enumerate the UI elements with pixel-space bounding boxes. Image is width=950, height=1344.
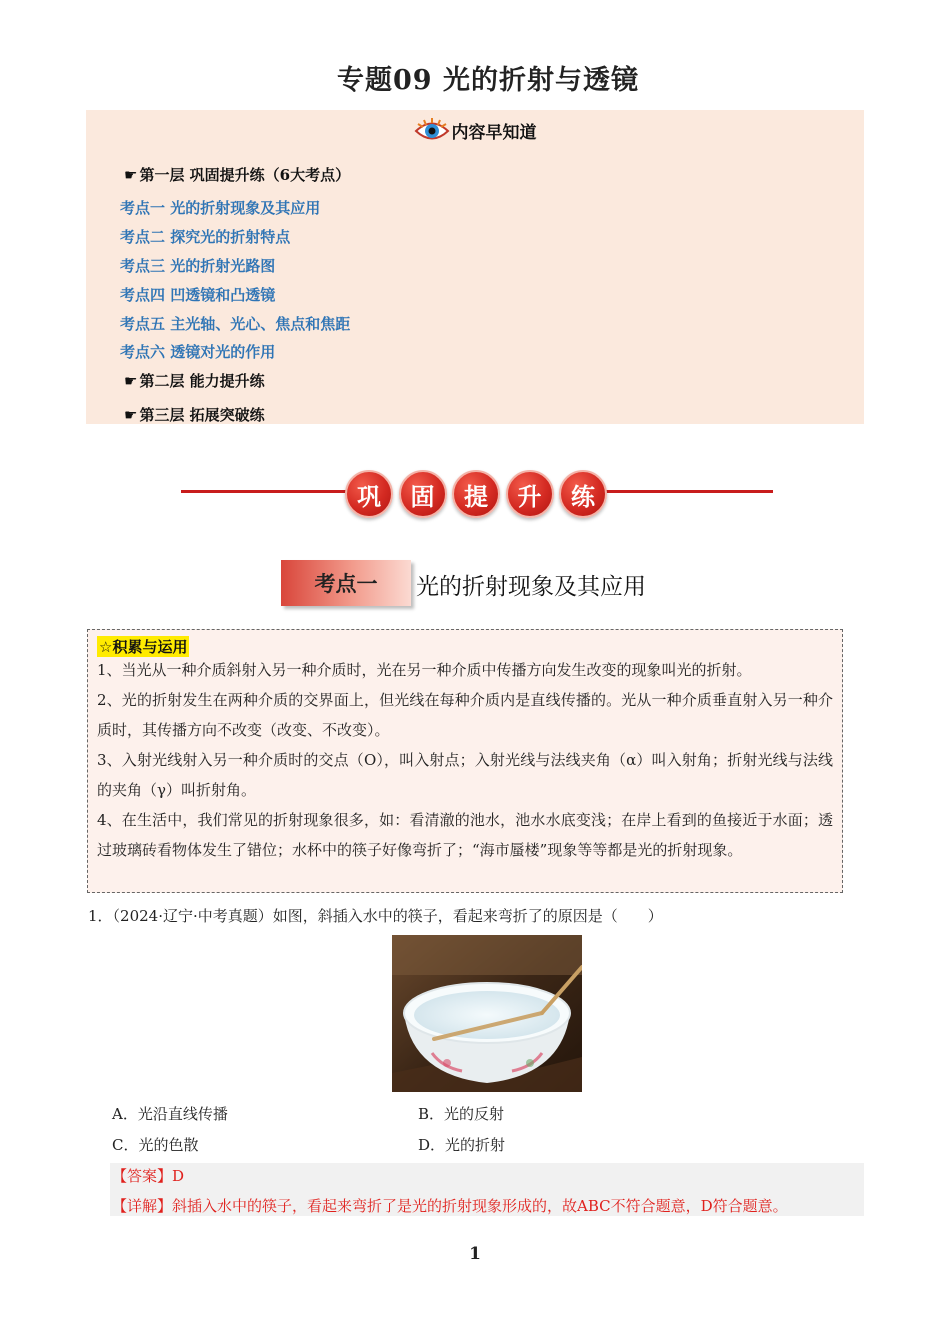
hand-pointing-icon: ☛ bbox=[124, 406, 138, 424]
option-c[interactable]: C．光的色散 bbox=[112, 1136, 199, 1154]
toc-point-5[interactable]: 考点五 主光轴、光心、焦点和焦距 bbox=[120, 315, 351, 333]
banner-char: 升 bbox=[506, 470, 554, 518]
knowledge-item: 4、在生活中，我们常见的折射现象很多，如：看清澈的池水，池水水底变浅；在岸上看到的鱼接近于水面；透过玻璃砖看物体发生了错位；水杯中的筷子好像弯折了；“海市蜃楼”现象等等都是光的折射现象。 bbox=[97, 811, 833, 859]
banner-line-left bbox=[181, 490, 347, 493]
knowledge-text bbox=[97, 655, 833, 865]
section-banner bbox=[345, 470, 607, 518]
toc-point-6[interactable]: 考点六 透镜对光的作用 bbox=[120, 343, 276, 361]
banner-char: 巩 bbox=[345, 470, 393, 518]
option-d[interactable]: D．光的折射 bbox=[418, 1136, 506, 1154]
explanation-text: 【详解】斜插入水中的筷子，看起来弯折了是光的折射现象形成的，故ABC不符合题意，D符合题意。 bbox=[112, 1197, 788, 1215]
overview-heading bbox=[86, 118, 864, 149]
banner-line-right bbox=[605, 490, 773, 493]
answer-text: 【答案】D bbox=[112, 1167, 185, 1185]
banner-char: 提 bbox=[452, 470, 500, 518]
layer-3-text: 第三层 拓展突破练 bbox=[139, 406, 265, 424]
eye-icon bbox=[414, 118, 450, 149]
option-a[interactable]: A．光沿直线传播 bbox=[112, 1105, 228, 1123]
hand-pointing-icon: ☛ bbox=[124, 372, 138, 390]
knowledge-item: 1、当光从一种介质斜射入另一种介质时，光在另一种介质中传播方向发生改变的现象叫光的折射。 bbox=[97, 661, 752, 679]
knowledge-tag: ☆积累与运用 bbox=[99, 638, 188, 656]
toc-point-2[interactable]: 考点二 探究光的折射特点 bbox=[120, 228, 291, 246]
section-title: 光的折射现象及其应用 bbox=[416, 574, 646, 600]
bowl-chopstick-photo bbox=[392, 935, 582, 1092]
layer-2-text: 第二层 能力提升练 bbox=[139, 372, 265, 390]
question-stem: 1．（2024·辽宁·中考真题）如图，斜插入水中的筷子，看起来弯折了的原因是（ ） bbox=[88, 907, 663, 925]
knowledge-item: 3、入射光线射入另一种介质时的交点（O），叫入射点；入射光线与法线夹角（α）叫入射角；折射光线与法线的夹角（γ）叫折射角。 bbox=[97, 751, 833, 799]
banner-char: 练 bbox=[559, 470, 607, 518]
toc-point-3[interactable]: 考点三 光的折射光路图 bbox=[120, 257, 276, 275]
layer-1-heading bbox=[124, 164, 350, 185]
hand-pointing-icon: ☛ bbox=[124, 166, 138, 184]
toc-point-1[interactable]: 考点一 光的折射现象及其应用 bbox=[120, 199, 321, 217]
layer-2-heading[interactable] bbox=[124, 370, 265, 391]
layer-3-heading[interactable] bbox=[124, 404, 265, 425]
option-b[interactable]: B．光的反射 bbox=[418, 1105, 505, 1123]
overview-heading-text: 内容早知道 bbox=[451, 123, 537, 143]
toc-point-4[interactable]: 考点四 凹透镜和凸透镜 bbox=[120, 286, 276, 304]
page-number: 1 bbox=[469, 1244, 481, 1264]
layer-1-text: 第一层 巩固提升练（6大考点） bbox=[139, 166, 351, 184]
knowledge-item: 2、光的折射发生在两种介质的交界面上，但光线在每种介质内是直线传播的。光从一种介质垂直射入另一种介质时，其传播方向不改变（改变、不改变）。 bbox=[97, 691, 833, 739]
banner-char: 固 bbox=[399, 470, 447, 518]
page-title: 专题09 光的折射与透镜 bbox=[337, 65, 639, 96]
section-tag: 考点一 bbox=[281, 560, 411, 606]
